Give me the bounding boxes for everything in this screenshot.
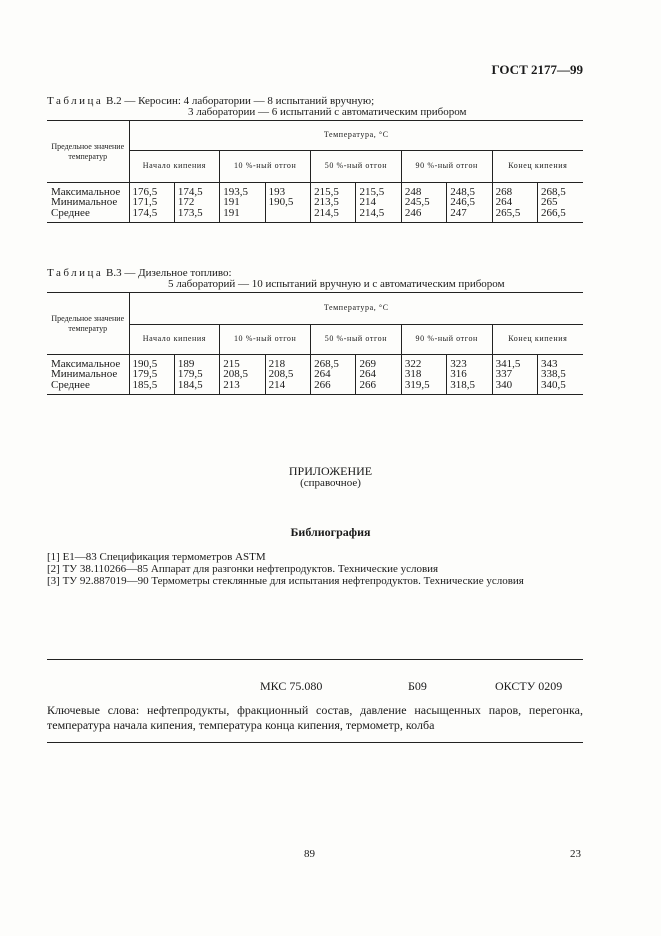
- table-cell: 208,5: [265, 369, 310, 380]
- spacer-cell: [356, 218, 401, 222]
- table-cell: 318,5: [447, 380, 492, 391]
- table-cell: 215,5: [356, 187, 401, 198]
- table-b3-caption-line2: 5 лабораторий — 10 испытаний вручную и с автоматическим прибором: [168, 278, 505, 290]
- table-b2-caption-line2: 3 лаборатории — 6 испытаний с автоматическим прибором: [188, 106, 467, 118]
- spacer-cell: [356, 390, 401, 394]
- table-b2-group-header: Конец кипения: [492, 151, 583, 183]
- table-cell: 190,5: [129, 359, 174, 370]
- table-b2-group-header: 10 %-ный отгон: [220, 151, 311, 183]
- table-cell: 265,5: [492, 208, 537, 219]
- table-b3-caption-label: Таблица: [47, 267, 104, 279]
- row-label: Максимальное: [51, 185, 121, 198]
- table-cell: 179,5: [174, 369, 219, 380]
- table-cell: 246: [401, 208, 446, 219]
- table-cell: 190,5: [265, 197, 310, 208]
- table-cell: 248,5: [447, 187, 492, 198]
- table-b2: [47, 120, 583, 223]
- table-b3-group-header: Конец кипения: [492, 325, 583, 355]
- row-label: Минимальное: [51, 196, 118, 208]
- table-cell: 268,5: [311, 359, 356, 370]
- appendix-title: ПРИЛОЖЕНИЕ: [288, 464, 373, 478]
- table-cell: 191: [220, 197, 265, 208]
- table-cell: 323: [447, 359, 492, 370]
- table-cell: 318: [401, 369, 446, 380]
- table-spacer: [47, 390, 583, 394]
- divider-bottom: [47, 742, 583, 743]
- bibliography-item: [2] ТУ 38.110266—85 Аппарат для разгонки нефтепродуктов. Технические условия: [47, 563, 439, 575]
- table-cell: 185,5: [129, 380, 174, 391]
- table-cell: 340: [492, 380, 537, 391]
- table-cell: 266,5: [538, 208, 583, 219]
- table-cell: 343: [538, 359, 583, 370]
- table-b3-group-header: 50 %-ный отгон: [311, 325, 402, 355]
- table-cell: 266: [311, 380, 356, 391]
- table-cell: 337: [492, 369, 537, 380]
- table-cell: 213,5: [311, 197, 356, 208]
- table-cell: 174,5: [129, 208, 174, 219]
- b-code: Б09: [408, 679, 427, 693]
- table-row: [47, 208, 583, 219]
- divider-top: [47, 659, 583, 660]
- spacer-cell: [47, 390, 129, 394]
- spacer-cell: [447, 390, 492, 394]
- table-cell: 214: [265, 380, 310, 391]
- table-cell: 316: [447, 369, 492, 380]
- table-b3-temp-header: Температура, °С: [129, 293, 583, 325]
- table-cell: 179,5: [129, 369, 174, 380]
- mks-code: МКС 75.080: [260, 679, 323, 693]
- row-label: Максимальное: [51, 357, 121, 370]
- spacer-cell: [174, 390, 219, 394]
- table-cell: 322: [401, 359, 446, 370]
- table-b2-group-header: Начало кипения: [129, 151, 220, 183]
- document-id: ГОСТ 2177—99: [491, 62, 583, 77]
- table-cell: 319,5: [401, 380, 446, 391]
- row-label: Минимальное: [51, 368, 118, 380]
- table-b2-temp-header: Температура, °С: [129, 121, 583, 151]
- spacer-cell: [492, 390, 537, 394]
- table-cell: 268,5: [538, 187, 583, 198]
- row-label: Среднее: [51, 378, 90, 391]
- spacer-cell: [265, 390, 310, 394]
- spacer-cell: [538, 390, 583, 394]
- table-cell: 214,5: [356, 208, 401, 219]
- table-cell: 264: [311, 369, 356, 380]
- table-cell: 193: [265, 187, 310, 198]
- spacer-cell: [220, 218, 265, 222]
- spacer-cell: [265, 218, 310, 222]
- table-cell: 208,5: [220, 369, 265, 380]
- table-cell: 172: [174, 197, 219, 208]
- table-b3-group-header: 90 %-ный отгон: [401, 325, 492, 355]
- table-cell: 269: [356, 359, 401, 370]
- bibliography-title: Библиография: [290, 525, 371, 539]
- table-cell: 184,5: [174, 380, 219, 391]
- spacer-cell: [401, 390, 446, 394]
- appendix-subtitle: (справочное): [300, 477, 361, 489]
- table-cell: 340,5: [538, 380, 583, 391]
- table-cell: 214: [356, 197, 401, 208]
- table-cell: 218: [265, 359, 310, 370]
- spacer-cell: [220, 390, 265, 394]
- table-cell: 176,5: [129, 187, 174, 198]
- table-b3-group-header: 10 %-ный отгон: [220, 325, 311, 355]
- table-cell: 264: [492, 197, 537, 208]
- table-cell: 215,5: [311, 187, 356, 198]
- table-b3-param-header: Предельное значение температур: [47, 293, 129, 355]
- row-label: Среднее: [51, 206, 90, 219]
- okstu-code: ОКСТУ 0209: [495, 679, 563, 693]
- table-cell: 247: [447, 208, 492, 219]
- table-cell: 173,5: [174, 208, 219, 219]
- table-cell: 268: [492, 187, 537, 198]
- table-b2-group-header: 50 %-ный отгон: [311, 151, 402, 183]
- table-cell: 171,5: [129, 197, 174, 208]
- table-cell: 341,5: [492, 359, 537, 370]
- spacer-cell: [492, 218, 537, 222]
- table-cell: 214,5: [311, 208, 356, 219]
- table-b2-caption-line1: В.2 — Керосин: 4 лаборатории — 8 испытаний вручную;: [103, 95, 375, 107]
- table-b3-group-header: Начало кипения: [129, 325, 220, 355]
- spacer-cell: [174, 218, 219, 222]
- spacer-cell: [311, 218, 356, 222]
- table-cell: 246,5: [447, 197, 492, 208]
- table-cell: 338,5: [538, 369, 583, 380]
- table-b3-caption-line1: В.3 — Дизельное топливо:: [103, 267, 232, 279]
- keywords: Ключевые слова: нефтепродукты, фракционный состав, давление насыщенных паров, перегонка, температура начала кипения, температура конца кипения, термометр, колба: [47, 703, 583, 732]
- table-cell: 174,5: [174, 187, 219, 198]
- spacer-cell: [311, 390, 356, 394]
- table-cell: 266: [356, 380, 401, 391]
- table-cell: 193,5: [220, 187, 265, 198]
- spacer-cell: [129, 218, 174, 222]
- table-cell: 265: [538, 197, 583, 208]
- table-cell: 189: [174, 359, 219, 370]
- table-cell: 264: [356, 369, 401, 380]
- table-cell: 245,5: [401, 197, 446, 208]
- table-b2-param-header: Предельное значение температур: [47, 121, 129, 183]
- bibliography-item: [1] Е1—83 Спецификация термометров ASTM: [47, 551, 266, 563]
- table-b3: [47, 292, 583, 395]
- table-cell: 215: [220, 359, 265, 370]
- spacer-cell: [401, 218, 446, 222]
- spacer-cell: [538, 218, 583, 222]
- spacer-cell: [447, 218, 492, 222]
- table-row: [47, 197, 583, 208]
- bibliography-item: [3] ТУ 92.887019—90 Термометры стеклянные для испытания нефтепродуктов. Технические условия: [47, 575, 524, 587]
- page-number-center: 89: [304, 848, 315, 860]
- table-cell: 191: [220, 208, 265, 219]
- page-number-right: 23: [570, 848, 581, 860]
- table-cell: 248: [401, 187, 446, 198]
- spacer-cell: [47, 218, 129, 222]
- table-spacer: [47, 218, 583, 222]
- table-cell: [265, 208, 310, 219]
- spacer-cell: [129, 390, 174, 394]
- table-row: [47, 380, 583, 391]
- table-b2-group-header: 90 %-ный отгон: [401, 151, 492, 183]
- table-b2-caption-label: Таблица: [47, 95, 104, 107]
- table-cell: 213: [220, 380, 265, 391]
- table-row: [47, 369, 583, 380]
